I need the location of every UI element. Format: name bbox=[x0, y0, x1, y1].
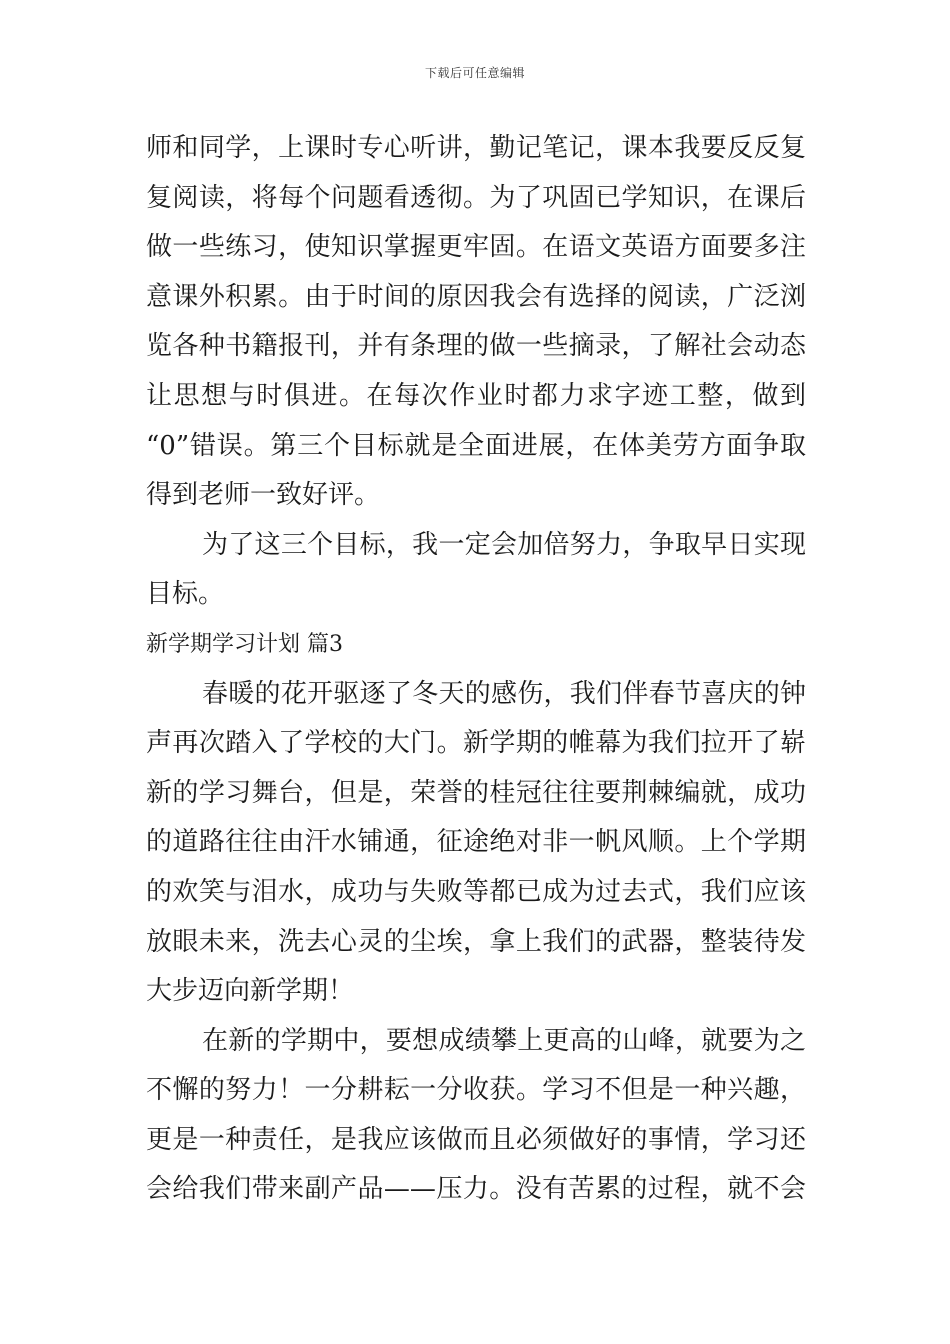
paragraph-first-line: 在新的学期中，要想成绩攀上更高的山峰，就要为之 bbox=[202, 1025, 806, 1056]
text-line: 的欢笑与泪水，成功与失败等都已成为过去式，我们应该 bbox=[146, 876, 806, 907]
text-line: 让思想与时俱进。在每次作业时都力求字迹工整，做到 bbox=[146, 380, 806, 411]
text-line: 大步迈向新学期！ bbox=[146, 976, 355, 1007]
paragraph-first-line: 春暖的花开驱逐了冬天的感伤，我们伴春节喜庆的钟 bbox=[202, 678, 806, 709]
text-line: 会给我们带来副产品——压力。没有苦累的过程，就不会 bbox=[146, 1174, 806, 1205]
paragraph-first-line: 为了这三个目标，我一定会加倍努力，争取早日实现 bbox=[202, 529, 806, 560]
text-line: 得到老师一致好评。 bbox=[146, 480, 381, 511]
text-line: 做一些练习，使知识掌握更牢固。在语文英语方面要多注 bbox=[146, 232, 806, 263]
text-line: 的道路往往由汗水铺通，征途绝对非一帆风顺。上个学期 bbox=[146, 827, 806, 858]
text-line: 意课外积累。由于时间的原因我会有选择的阅读，广泛浏 bbox=[146, 281, 806, 312]
text-line: 复阅读，将每个问题看透彻。为了巩固已学知识，在课后 bbox=[146, 182, 806, 213]
text-line: 目标。 bbox=[146, 579, 225, 610]
text-line: 声再次踏入了学校的大门。新学期的帷幕为我们拉开了崭 bbox=[146, 728, 806, 759]
text-line: 览各种书籍报刊，并有条理的做一些摘录，了解社会动态 bbox=[146, 331, 806, 362]
text-line: 师和同学，上课时专心听讲，勤记笔记，课本我要反反复 bbox=[146, 133, 806, 163]
text-line: 不懈的努力！一分耕耘一分收获。学习不但是一种兴趣， bbox=[146, 1075, 806, 1106]
text-line: 更是一种责任，是我应该做而且必须做好的事情，学习还 bbox=[146, 1124, 806, 1155]
text-line: 放眼未来，洗去心灵的尘埃，拿上我们的武器，整装待发 bbox=[146, 926, 806, 957]
section-heading: 新学期学习计划 篇3 bbox=[146, 631, 343, 657]
text-line: “0”错误。第三个目标就是全面进展，在体美劳方面争取 bbox=[146, 430, 806, 461]
text-line: 新的学习舞台，但是，荣誉的桂冠往往要荆棘编就，成功 bbox=[146, 777, 806, 808]
header-note: 下载后可任意编辑 bbox=[424, 66, 525, 80]
body-text bbox=[146, 124, 806, 1215]
